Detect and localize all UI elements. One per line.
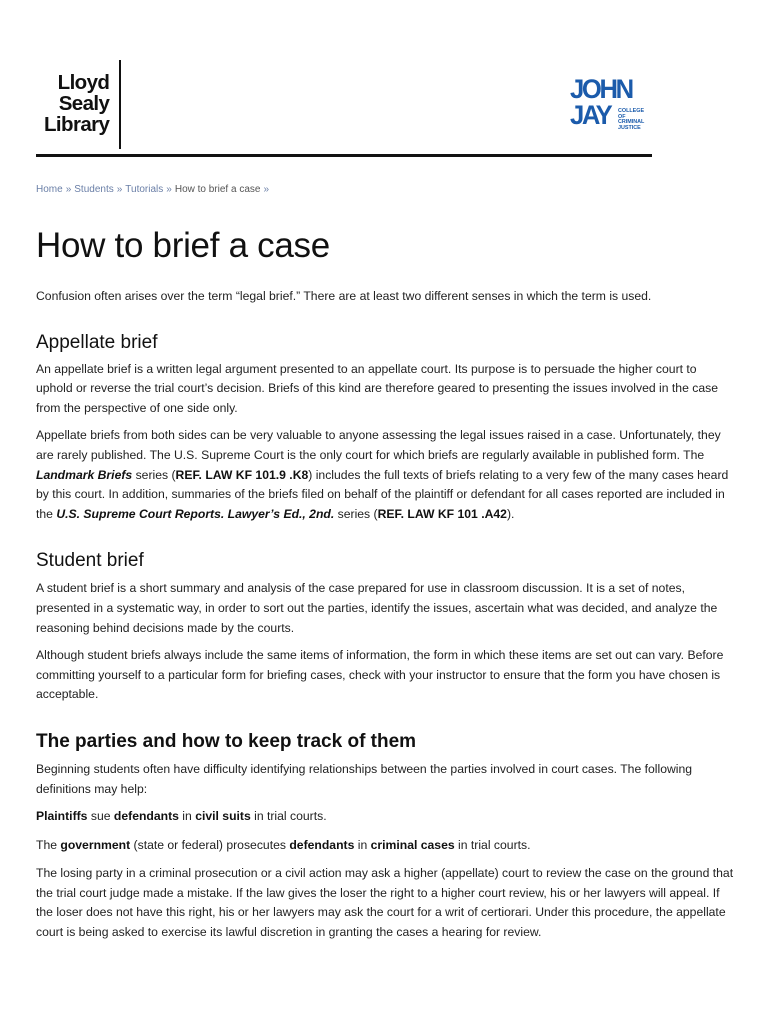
library-logo-bar [119, 60, 121, 149]
john-jay-logo-sub-line: OF [618, 113, 626, 120]
text-span: Appellate briefs from both sides can be very valuable to anyone assessing the legal issues raised in a case. Unfortunately, they are rarely published. The U.S. Supreme Court is the only court for which briefs are regularly available in published form. The [36, 428, 721, 462]
landmark-briefs-title: Landmark Briefs [36, 467, 133, 482]
library-logo-line: Sealy [58, 92, 110, 115]
parties-paragraph-appeal: The losing party in a criminal prosecution or a civil action may ask a higher (appellate) court to review the case on the ground that the trial court judge made a mistake. If the law gives the loser the right to a higher court review, his or her lawyers will appeal. If the loser does not have this right, his or her lawyers may ask the court for a writ of certiorari. Under this procedure, the appellate court is being asked to exercise its lawful discretion in granting the cases a hearing for review. [36, 866, 734, 940]
library-logo-line: Library [44, 113, 110, 136]
john-jay-logo-jay: JAY [570, 100, 611, 130]
text-span: ) includes the full texts of briefs relating to a very few of the many cases heard by this court. In addition, summaries of the briefs filed on behalf of the plaintiff or defendant for all cases reported are included in the [36, 467, 729, 521]
breadcrumb-separator: » [65, 184, 72, 195]
text-span: in trial courts. [454, 837, 531, 852]
parties-paragraph-1: Beginning students often have difficulty identifying relationships between the parties involved in court cases. The following definitions may help: [36, 761, 693, 796]
text-span: series ( [132, 467, 176, 482]
library-logo-line: Lloyd [57, 71, 110, 94]
text-span: sue [87, 809, 114, 824]
text-span: in trial courts. [250, 809, 327, 824]
breadcrumb-separator: » [263, 184, 270, 195]
term-government: government [60, 837, 131, 852]
breadcrumb-students-link[interactable]: Students [74, 184, 114, 195]
page-title: How to brief a case [36, 226, 330, 265]
john-jay-logo-sub-line: JUSTICE [618, 124, 641, 131]
main-content [36, 220, 736, 943]
header-divider [36, 154, 652, 157]
breadcrumb-separator: » [166, 184, 172, 195]
term-defendants: defendants [113, 809, 179, 824]
heading-student-brief: Student brief [36, 550, 144, 572]
text-span: in [178, 809, 196, 824]
text-span: The [36, 837, 61, 852]
breadcrumb-home-link[interactable]: Home [36, 184, 63, 195]
text-span: (state or federal) prosecutes [130, 837, 290, 852]
student-paragraph-1: A student brief is a short summary and analysis of the case prepared for use in classroom discussion. It is a set of notes, presented in a systematic way, in order to sort out the parties, identify the issues, ascertain what was decided, and analyze the reasoning behind decisions made by the courts. [36, 581, 718, 635]
text-span: series ( [334, 506, 378, 521]
term-criminal-cases: criminal cases [370, 837, 455, 852]
heading-parties: The parties and how to keep track of them [36, 730, 417, 752]
appellate-paragraph-1: An appellate brief is a written legal argument presented to an appellate court. Its purpose is to persuade the higher court to uphold or reverse the trial court’s decision. Briefs of this kind are therefore geared to presenting the issues involved in the case from the perspective of one side only. [36, 361, 718, 415]
john-jay-logo-john: JOHN [570, 74, 632, 104]
breadcrumb [36, 184, 272, 195]
breadcrumb-separator: » [116, 184, 123, 195]
breadcrumb-tutorials-link[interactable]: Tutorials [125, 184, 164, 195]
parties-criminal-definition [36, 836, 736, 856]
call-number: REF. LAW KF 101 .A42 [377, 506, 507, 521]
parties-civil-definition [36, 807, 736, 827]
john-jay-logo[interactable] [570, 76, 652, 134]
term-civil-suits: civil suits [195, 809, 251, 824]
john-jay-logo-sub-line: COLLEGE [618, 108, 645, 114]
term-defendants: defendants [289, 837, 355, 852]
student-paragraph-2: Although student briefs always include the same items of information, the form in which these items are set out can vary. Before committing yourself to a particular form for briefing cases, check with your instructor to ensure that the form you have chosen is acceptable. [36, 648, 724, 702]
john-jay-logo-subtitle [618, 109, 644, 131]
appellate-paragraph-2 [36, 426, 736, 524]
term-plaintiffs: Plaintiffs [36, 809, 88, 824]
text-span: ). [506, 506, 515, 521]
library-logo-text [44, 60, 109, 149]
text-span: in [354, 837, 371, 852]
library-logo[interactable] [44, 60, 121, 149]
heading-appellate-brief: Appellate brief [36, 331, 158, 353]
breadcrumb-current: How to brief a case [174, 184, 261, 195]
intro-paragraph: Confusion often arises over the term “legal brief.” There are at least two different senses in which the term is used. [36, 289, 652, 303]
supreme-court-reports-title: U.S. Supreme Court Reports. Lawyer’s Ed., 2nd. [56, 506, 335, 521]
john-jay-logo-sub-line: CRIMINAL [618, 119, 645, 126]
call-number: REF. LAW KF 101.9 .K8 [175, 467, 309, 482]
site-header [36, 58, 652, 158]
